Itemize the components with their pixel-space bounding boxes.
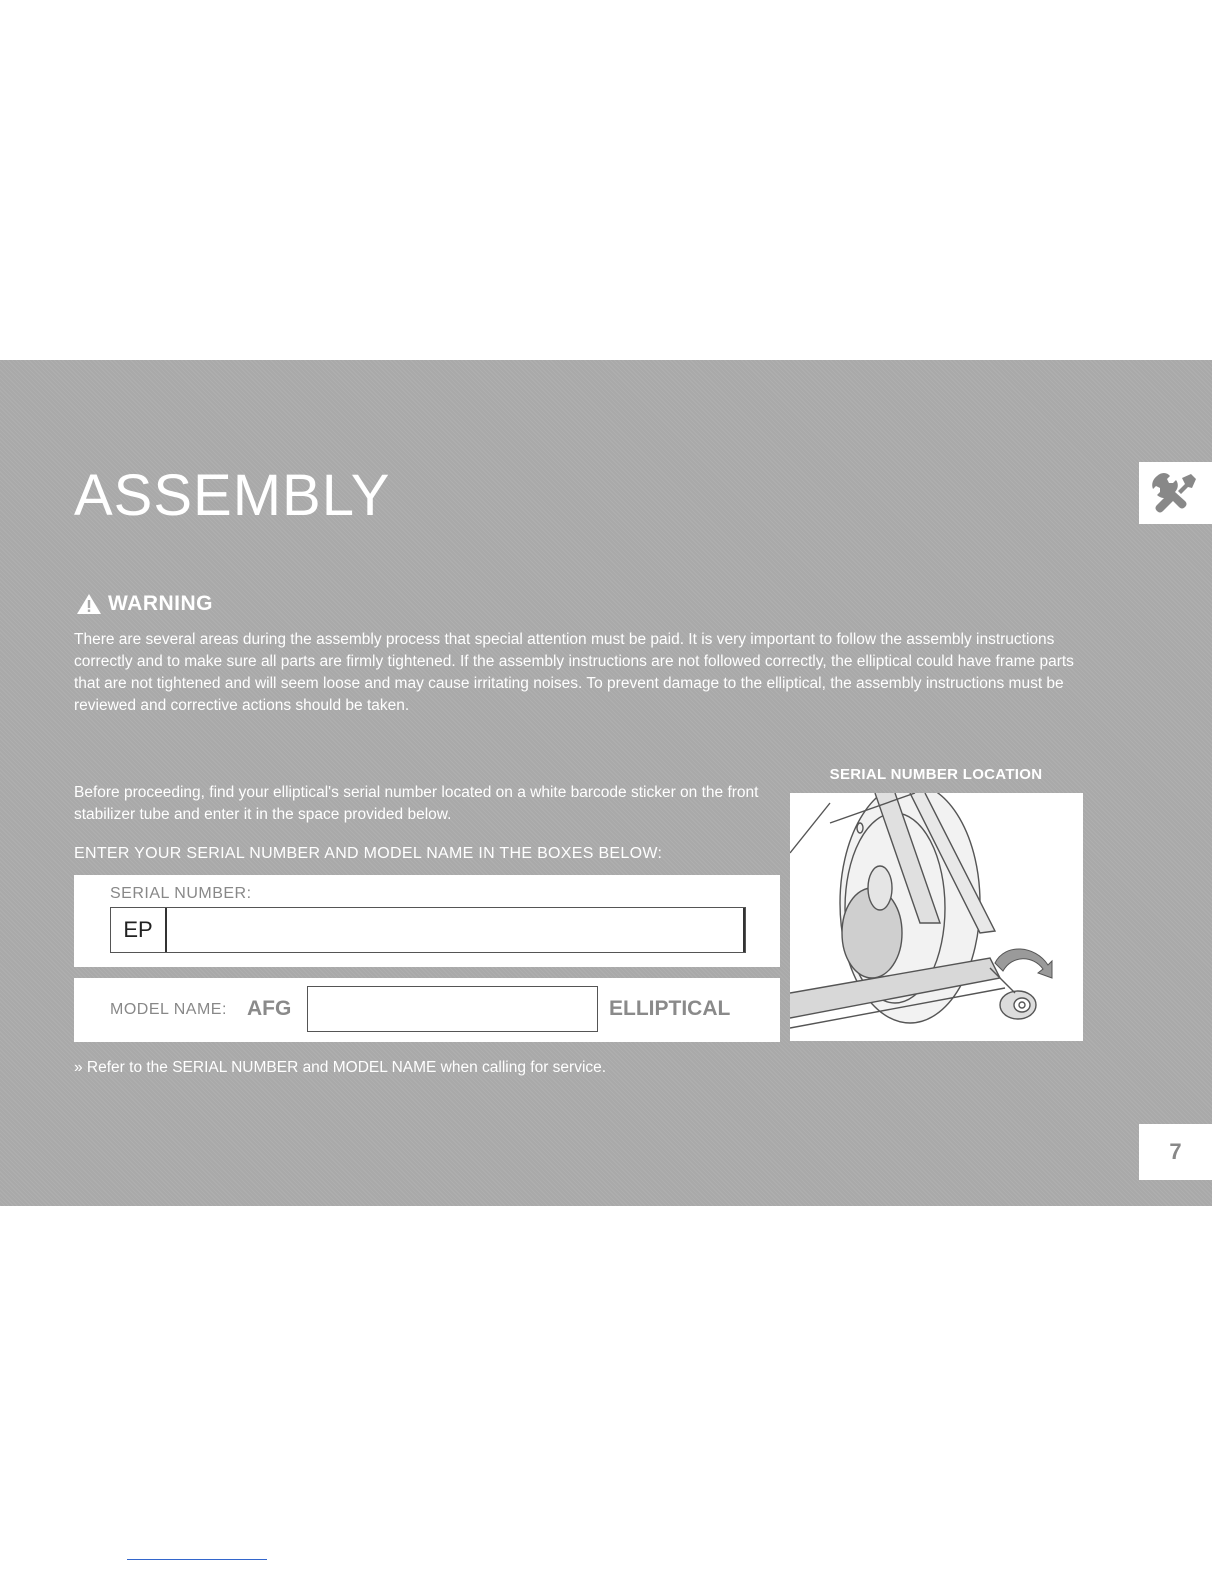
footer-rule <box>127 1559 267 1560</box>
model-name-input[interactable] <box>307 986 598 1032</box>
service-note: » Refer to the SERIAL NUMBER and MODEL NAME when calling for service. <box>74 1059 607 1076</box>
model-name-box <box>74 978 780 1042</box>
serial-prefix: EP <box>111 908 167 952</box>
page-number: 7 <box>1139 1124 1212 1180</box>
section-tab <box>1139 462 1212 524</box>
elliptical-diagram <box>790 793 1083 1041</box>
serial-number-label: SERIAL NUMBER: <box>110 885 252 902</box>
warning-heading <box>76 592 213 616</box>
warning-label: WARNING <box>108 592 213 615</box>
model-suffix: ELLIPTICAL <box>609 997 731 1020</box>
serial-location-illustration <box>790 793 1083 1041</box>
serial-location-title: SERIAL NUMBER LOCATION <box>829 766 1043 783</box>
enter-heading: ENTER YOUR SERIAL NUMBER AND MODEL NAME IN THE BOXES BELOW: <box>74 845 663 862</box>
serial-number-input[interactable] <box>167 908 745 952</box>
model-prefix: AFG <box>247 997 292 1020</box>
wrench-icon <box>1151 470 1201 516</box>
intro-text: Before proceeding, find your elliptical's serial number located on a white barcode sticker on the front stabilizer tube and enter it in the space provided below. <box>74 784 759 823</box>
warning-triangle-icon <box>76 593 102 615</box>
model-name-label: MODEL NAME: <box>110 1001 227 1018</box>
serial-number-box <box>74 875 780 967</box>
warning-text: There are several areas during the assembly process that special attention must be paid. It is very important to follow the assembly instructions correctly and to make sure all parts are firmly tightened. If the assembly instructions are not followed correctly, the elliptical could have frame parts that are not tightened and will seem loose and may cause irritating noises. To prevent damage to the elliptical, the assembly instructions must be reviewed and corrective actions should be taken. <box>74 631 1074 714</box>
page-title: ASSEMBLY <box>74 463 391 528</box>
serial-number-field[interactable] <box>110 907 746 953</box>
